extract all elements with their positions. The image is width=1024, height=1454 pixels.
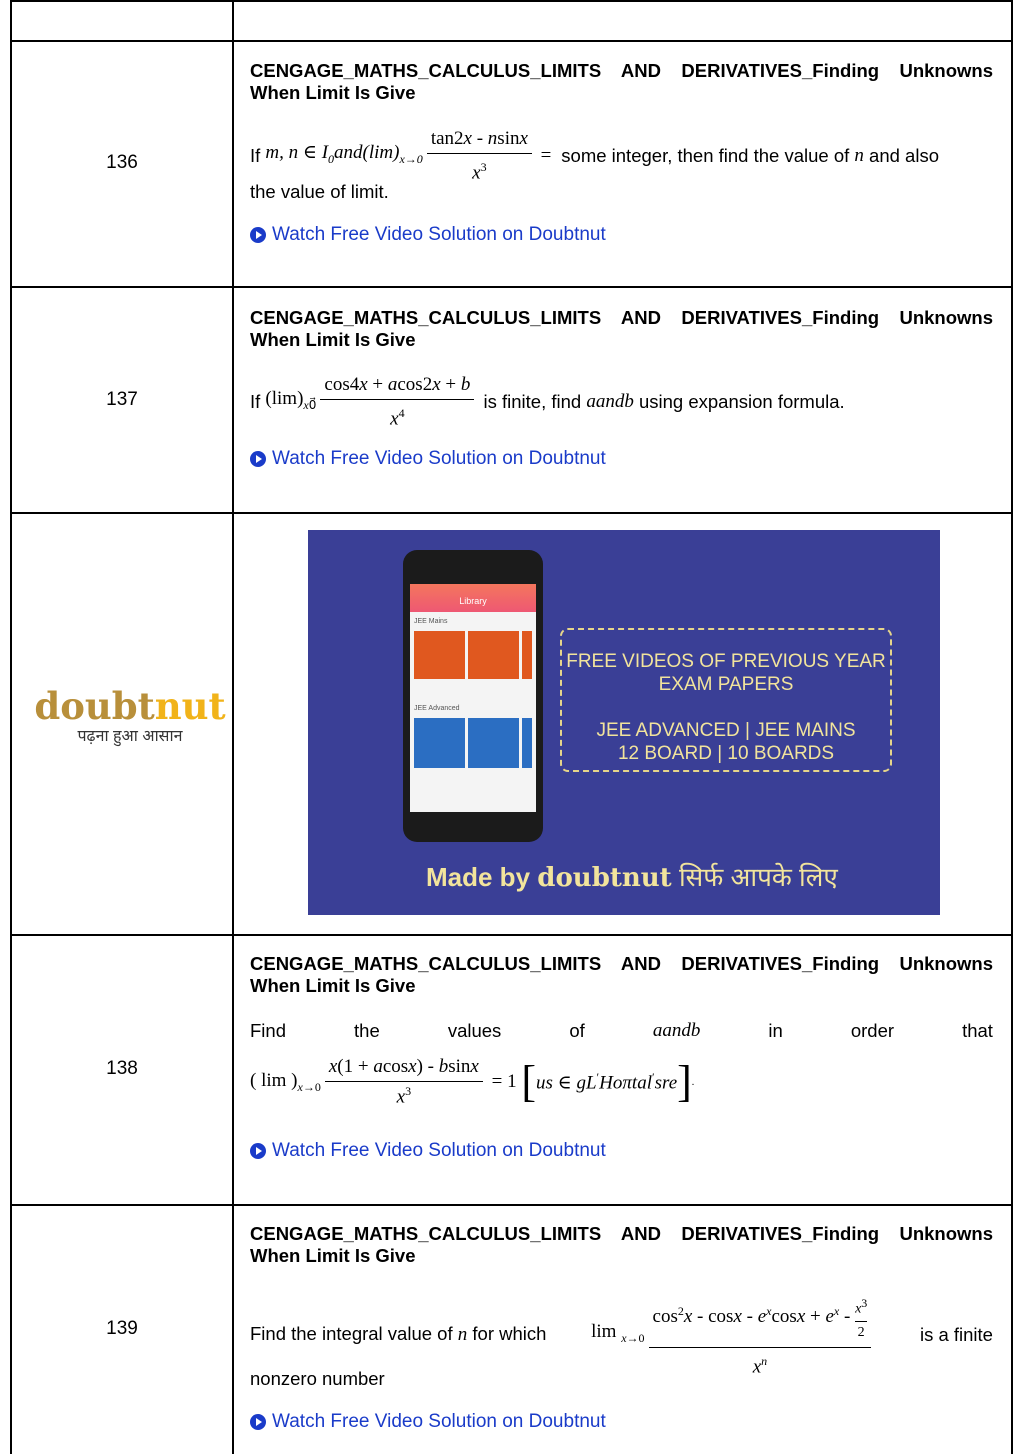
question-content <box>250 934 993 1161</box>
table-row-blank <box>10 0 1013 42</box>
question-text-line2: nonzero number <box>250 1368 385 1389</box>
table-row-ad <box>10 512 1013 936</box>
watch-video-link[interactable]: Watch Free Video Solution on Doubtnut <box>250 1411 606 1433</box>
question-content <box>250 1204 993 1432</box>
category-title: CENGAGE_MATHS_CALCULUS_LIMITS AND DERIVATIVES_Finding Unknowns When Limit Is Give <box>250 307 993 350</box>
logo-cell <box>12 512 234 934</box>
watch-video-link[interactable]: Watch Free Video Solution on Doubtnut <box>250 224 606 246</box>
table-row-136 <box>10 40 1013 288</box>
made-by-text: Made by doubtnut सिर्फ आपके लिए <box>426 862 838 893</box>
table-row-139 <box>10 1204 1013 1454</box>
math-fraction: $\cos^2x - \cos x - e^x\cos x + e^x$ - $\frac{x^3}{2}$ $x^n$ <box>649 1292 872 1378</box>
math-expression: lim $_{x\to 0}$ $\cos^2x - \cos x - e^x\cos x + e^x$ - $\frac{x^3}{2}$ $x^n$ <box>591 1292 875 1378</box>
question-text: If $(\lim)_{x0⃗}$ $\frac{\cos 4x + acos2x + b}{x^4}$ is finite, find aandb using expansion formula. <box>250 374 845 430</box>
doubtnut-logo: doubtnut पढ़ना हुआ आसान <box>30 684 230 746</box>
question-text-line2: the value of limit. <box>250 181 389 202</box>
logo-tagline: पढ़ना हुआ आसान <box>77 728 183 745</box>
math-fraction: $\frac{x(1 + acosx) - bsinx}{x^3}$ <box>325 1056 483 1108</box>
category-title: CENGAGE_MATHS_CALCULUS_LIMITS AND DERIVATIVES_Finding Unknowns When Limit Is Give <box>250 60 993 103</box>
question-number: 138 <box>12 934 234 1204</box>
question-number: 139 <box>12 1204 234 1454</box>
question-text: Find the values of aandb in order that <box>250 1020 993 1041</box>
play-icon <box>250 227 266 243</box>
math-fraction: $\frac{\cos 4x + acos2x + b}{x^4}$ <box>320 374 474 430</box>
phone-header: Library <box>410 584 536 612</box>
table-row-138 <box>10 934 1013 1206</box>
math-fraction: $\frac{\tan 2x - nsinx}{x^3}$ <box>427 128 532 184</box>
play-icon <box>250 1414 266 1430</box>
promo-box: FREE VIDEOS OF PREVIOUS YEAR EXAM PAPERS JEE ADVANCED | JEE MAINS 12 BOARD | 10 BOARDS <box>560 628 892 772</box>
math-expression: $(\lim)_{x0⃗}$ <box>265 388 317 413</box>
question-content <box>250 288 993 469</box>
category-title: CENGAGE_MATHS_CALCULUS_LIMITS AND DERIVATIVES_Finding Unknowns When Limit Is Give <box>250 1223 993 1266</box>
play-icon <box>250 1143 266 1159</box>
number-cell <box>12 2 234 40</box>
phone-illustration: Library JEE Mains JEE Advanced <box>403 550 543 842</box>
watch-video-link[interactable]: Watch Free Video Solution on Doubtnut <box>250 1140 606 1162</box>
play-icon <box>250 451 266 467</box>
question-text: Find the integral value of n for which lim $_{x\to 0}$ $\cos^2x - \cos x - e^x\cos x + e^x$ - $\frac{x^3}{2}$ $x^n$ is a finite <box>250 1292 993 1378</box>
math-expression: ( $\lim )_{x\to 0}$ $\frac{x(1 + acosx) - bsinx}{x^3}$ = 1 [ us ∈ gL′Hoπtal′sre ] . <box>250 1056 695 1108</box>
question-text: If m, n ∈ $I_0and(\lim)_{x\to 0}$ $\frac{\tan 2x - nsinx}{x^3}$ = some integer, then find the value of n and also <box>250 128 939 184</box>
category-title: CENGAGE_MATHS_CALCULUS_LIMITS AND DERIVATIVES_Finding Unknowns When Limit Is Give <box>250 953 993 996</box>
math-expression: m, n ∈ $I_0and(\lim)_{x\to 0}$ <box>265 142 423 167</box>
watch-video-link[interactable]: Watch Free Video Solution on Doubtnut <box>250 448 606 470</box>
question-content <box>250 40 993 245</box>
table-row-137 <box>10 288 1013 514</box>
question-number: 137 <box>12 288 234 512</box>
question-number: 136 <box>12 40 234 286</box>
promo-banner[interactable] <box>308 530 940 915</box>
